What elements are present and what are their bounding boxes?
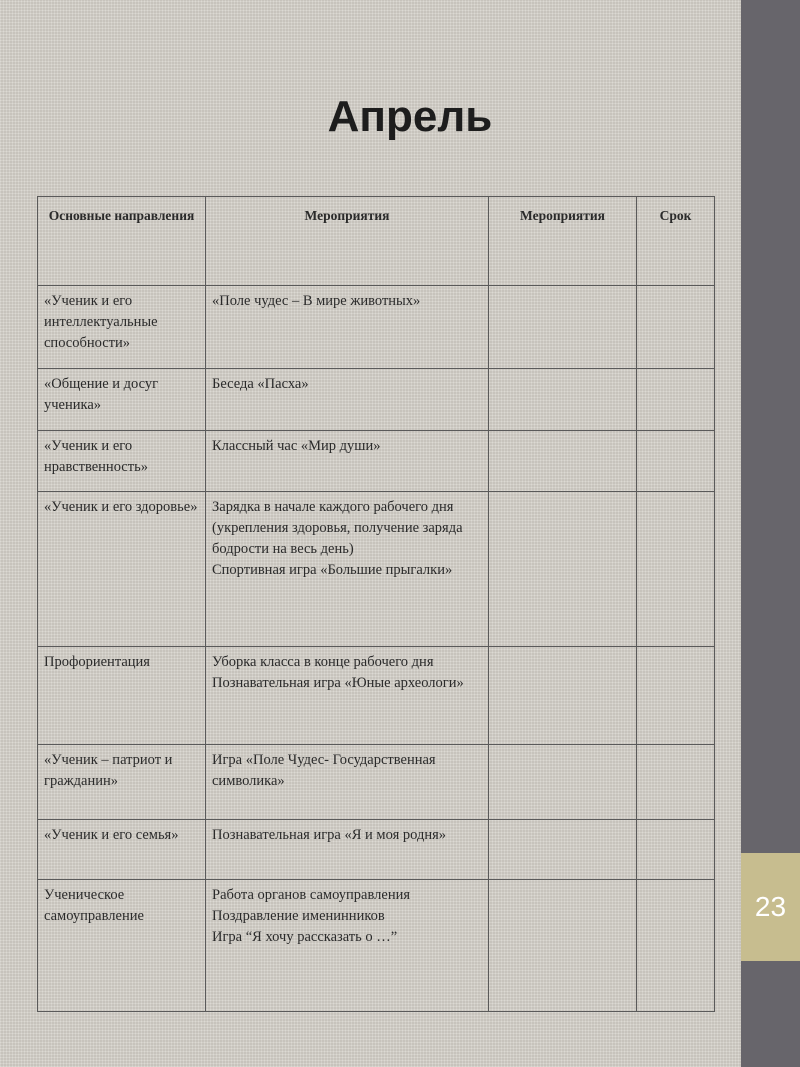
- deadline-cell: [637, 431, 715, 492]
- event-item: Классный час «Мир души»: [212, 438, 381, 454]
- events-cell: [206, 431, 489, 492]
- page-title: Апрель: [327, 92, 493, 141]
- header-row: [38, 197, 715, 286]
- table-row: [38, 820, 715, 880]
- events-cell-2: [489, 492, 637, 647]
- events-cell-2: [489, 286, 637, 369]
- event-item: Уборка класса в конце рабочего дня: [212, 654, 434, 670]
- deadline-cell: [637, 820, 715, 880]
- events-cell: [206, 286, 489, 369]
- event-item: Игра “Я хочу рассказать о …”: [212, 929, 398, 945]
- header-directions: Основные направления: [38, 197, 206, 286]
- page-number: 23: [754, 891, 787, 922]
- direction-cell: «Ученик – патриот и гражданин»: [38, 745, 206, 820]
- event-item: Зарядка в начале каждого рабочего дня (укрепления здоровья, получение заряда бодрости на весь день): [212, 499, 463, 557]
- table-row: [38, 745, 715, 820]
- events-cell-2: [489, 647, 637, 745]
- events-cell: [206, 369, 489, 431]
- direction-cell: «Ученик и его интеллектуальные способности»: [38, 286, 206, 369]
- event-item: Поздравление именинников: [212, 908, 385, 924]
- events-cell-2: [489, 745, 637, 820]
- event-item: «Поле чудес – В мире животных»: [212, 293, 421, 309]
- table-row: [38, 492, 715, 647]
- deadline-cell: [637, 745, 715, 820]
- header-events-2: Мероприятия: [489, 197, 637, 286]
- deadline-cell: [637, 369, 715, 431]
- event-item: Спортивная игра «Большие прыгалки»: [212, 562, 453, 578]
- direction-cell: Профориентация: [38, 647, 206, 745]
- event-item: Беседа «Пасха»: [212, 376, 309, 392]
- deadline-cell: [637, 286, 715, 369]
- event-item: Познавательная игра «Юные археологи»: [212, 675, 464, 691]
- event-item: Работа органов самоуправления: [212, 887, 411, 903]
- table-row: [38, 369, 715, 431]
- events-cell: [206, 745, 489, 820]
- events-cell: [206, 647, 489, 745]
- direction-cell: Ученическое самоуправление: [38, 880, 206, 1012]
- event-item: Познавательная игра «Я и моя родня»: [212, 827, 447, 843]
- events-cell: [206, 820, 489, 880]
- event-item: Игра «Поле Чудес- Государственная символика»: [212, 752, 436, 789]
- events-cell: [206, 492, 489, 647]
- header-events: Мероприятия: [206, 197, 489, 286]
- table-row: [38, 880, 715, 1012]
- direction-cell: «Ученик и его нравственность»: [38, 431, 206, 492]
- events-cell: [206, 880, 489, 1012]
- direction-cell: «Общение и досуг ученика»: [38, 369, 206, 431]
- events-cell-2: [489, 880, 637, 1012]
- page-number-badge: [741, 853, 800, 961]
- plan-table: [37, 196, 715, 1012]
- events-cell-2: [489, 369, 637, 431]
- direction-cell: «Ученик и его здоровье»: [38, 492, 206, 647]
- header-deadline: Срок: [637, 197, 715, 286]
- table-row: [38, 647, 715, 745]
- direction-cell: «Ученик и его семья»: [38, 820, 206, 880]
- events-cell-2: [489, 431, 637, 492]
- events-cell-2: [489, 820, 637, 880]
- table-row: [38, 286, 715, 369]
- deadline-cell: [637, 880, 715, 1012]
- deadline-cell: [637, 647, 715, 745]
- deadline-cell: [637, 492, 715, 647]
- table-row: [38, 431, 715, 492]
